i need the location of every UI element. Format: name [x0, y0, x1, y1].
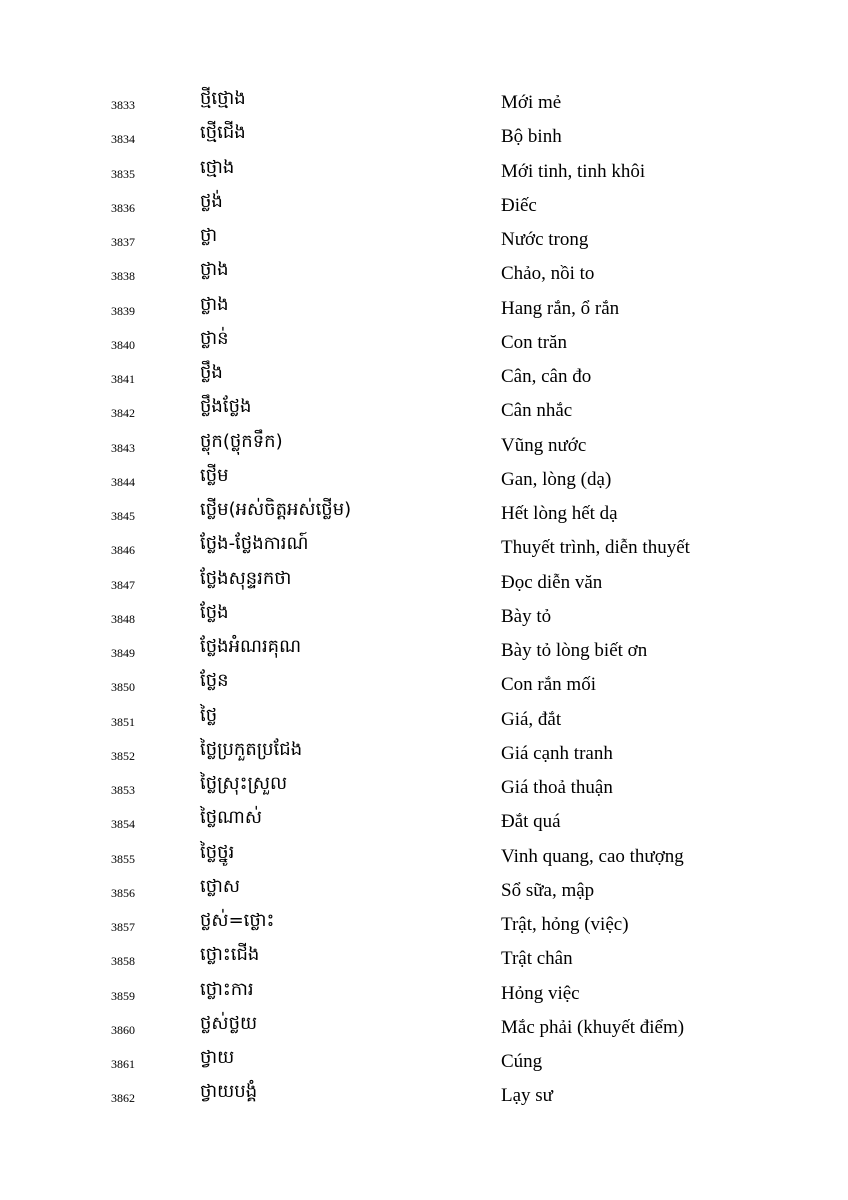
vietnamese-meaning: Mắc phải (khuyết điểm) — [501, 1016, 685, 1038]
vietnamese-meaning: Trật, hỏng (việc) — [501, 914, 629, 935]
khmer-term: ថ្មីថ្មោង — [200, 88, 246, 109]
vietnamese-meaning: Thuyết trình, diễn thuyết — [501, 537, 690, 559]
entry-number: 3835 — [111, 166, 135, 181]
list-item — [0, 86, 848, 120]
khmer-term: ថ្លាន់ — [200, 327, 229, 349]
vietnamese-meaning: Sổ sữa, mập — [501, 879, 595, 901]
khmer-term: ថ្លស់ថ្លយ — [200, 1012, 258, 1034]
vietnamese-meaning: Hỏng việc — [501, 982, 580, 1004]
khmer-term: ថ្លាង — [200, 293, 229, 315]
khmer-term: ថ្លោស — [200, 875, 240, 897]
khmer-term: ថ្លឹង — [200, 362, 223, 383]
entry-number: 3854 — [111, 817, 135, 832]
list-item — [0, 326, 848, 360]
khmer-term: ថ្លស់=ថ្លោះ — [200, 910, 275, 931]
vietnamese-meaning: Điếc — [501, 194, 537, 216]
entry-number: 3834 — [111, 132, 135, 147]
entry-number: 3850 — [111, 680, 135, 695]
list-item — [0, 805, 848, 839]
list-item — [0, 942, 848, 976]
vietnamese-meaning: Đắt quá — [501, 811, 561, 833]
vietnamese-meaning: Giá, đắt — [501, 708, 562, 730]
list-item — [0, 600, 848, 634]
list-item — [0, 1011, 848, 1045]
vietnamese-meaning: Cân nhắc — [501, 400, 573, 422]
entry-number: 3861 — [111, 1057, 135, 1071]
list-item — [0, 292, 848, 326]
khmer-term: ថ្លាង — [200, 259, 229, 281]
vietnamese-meaning: Hang rắn, ổ rắn — [501, 297, 620, 319]
list-item — [0, 223, 848, 257]
list-item — [0, 668, 848, 702]
list-item — [0, 737, 848, 771]
vietnamese-meaning: Mới tinh, tinh khôi — [501, 160, 646, 182]
list-item — [0, 1045, 848, 1079]
vietnamese-meaning: Cân, cân đo — [501, 366, 592, 387]
vietnamese-meaning: Con trăn — [501, 331, 567, 353]
entry-number: 3852 — [111, 748, 135, 763]
khmer-term: ថ្លឹងថ្លែង — [200, 396, 252, 418]
khmer-term: ថ្វាយ — [200, 1047, 235, 1068]
khmer-term: ថ្លើម — [200, 464, 229, 486]
list-item — [0, 463, 848, 497]
list-item — [0, 429, 848, 463]
entry-number: 3851 — [111, 714, 135, 729]
vietnamese-meaning: Bộ binh — [501, 126, 562, 148]
list-item — [0, 703, 848, 737]
khmer-term: ថ្លោះជើង — [200, 944, 260, 966]
vietnamese-meaning: Hết lòng hết dạ — [501, 503, 618, 524]
entry-number: 3860 — [111, 1022, 135, 1037]
vietnamese-meaning: Gan, lòng (dạ) — [501, 468, 612, 490]
vietnamese-meaning: Vũng nước — [501, 434, 587, 456]
khmer-term: ថ្លែងសុន្ទរកថា — [200, 567, 292, 589]
entry-number: 3841 — [111, 372, 135, 386]
khmer-term: ថ្វាយបង្គំ — [200, 1081, 258, 1103]
khmer-term: ថ្លែង — [200, 601, 229, 623]
vietnamese-meaning: Trật chân — [501, 948, 573, 970]
khmer-term: ថ្លា — [200, 225, 218, 246]
vietnamese-meaning: Bày tỏ — [501, 605, 552, 627]
entry-number: 3862 — [111, 1091, 135, 1106]
entry-number: 3843 — [111, 440, 135, 455]
entry-number: 3836 — [111, 200, 135, 215]
entry-number: 3837 — [111, 235, 135, 249]
vietnamese-meaning: Mới mẻ — [501, 92, 562, 113]
khmer-term: ថ្មើជើង — [200, 122, 246, 144]
list-item — [0, 120, 848, 154]
khmer-term: ថ្លៃ — [200, 704, 218, 726]
khmer-term: ថ្លង់ — [200, 190, 223, 212]
list-item — [0, 771, 848, 805]
entry-number: 3857 — [111, 920, 135, 934]
list-item — [0, 360, 848, 394]
entry-list — [0, 86, 848, 1114]
khmer-term: ថ្លៃប្រកួតប្រជែង — [200, 738, 303, 760]
entry-number: 3846 — [111, 543, 135, 558]
khmer-term: ថ្លែងអំណរគុណ — [200, 636, 302, 657]
vietnamese-meaning: Con rắn mối — [501, 674, 596, 696]
vietnamese-meaning: Bày tỏ lòng biết ơn — [501, 640, 648, 661]
vietnamese-meaning: Giá cạnh tranh — [501, 742, 613, 764]
entry-number: 3838 — [111, 269, 135, 284]
list-item — [0, 531, 848, 565]
vietnamese-meaning: Chảo, nồi to — [501, 263, 595, 285]
entry-number: 3859 — [111, 988, 135, 1003]
khmer-term: ថ្លៃថ្នូរ — [200, 841, 235, 863]
entry-number: 3853 — [111, 783, 135, 797]
list-item — [0, 1079, 848, 1113]
vietnamese-meaning: Vinh quang, cao thượng — [501, 845, 684, 867]
entry-number: 3833 — [111, 98, 135, 112]
khmer-term: ថ្មោង — [200, 156, 235, 178]
entry-number: 3839 — [111, 303, 135, 318]
entry-number: 3840 — [111, 337, 135, 352]
list-item — [0, 566, 848, 600]
vietnamese-meaning: Nước trong — [501, 229, 589, 250]
khmer-term: ថ្លៃណាស់ — [200, 807, 262, 829]
entry-number: 3844 — [111, 474, 135, 489]
list-item — [0, 977, 848, 1011]
vietnamese-meaning: Lạy sư — [501, 1085, 553, 1107]
list-item — [0, 189, 848, 223]
list-item — [0, 908, 848, 942]
khmer-term: ថ្លែន — [200, 670, 229, 692]
entry-number: 3849 — [111, 646, 135, 660]
list-item — [0, 874, 848, 908]
list-item — [0, 497, 848, 531]
khmer-term: ថ្លើម(អស់ចិត្តអស់ថ្លើម) — [200, 499, 352, 520]
khmer-term: ថ្លៃស្រុះស្រួល — [200, 773, 288, 794]
entry-number: 3842 — [111, 406, 135, 421]
entry-number: 3855 — [111, 851, 135, 866]
entry-number: 3847 — [111, 577, 135, 592]
list-item — [0, 840, 848, 874]
entry-number: 3858 — [111, 954, 135, 969]
entry-number: 3845 — [111, 509, 135, 523]
list-item — [0, 257, 848, 291]
entry-number: 3856 — [111, 885, 135, 900]
khmer-term: ថ្លោះការ — [200, 978, 254, 1000]
list-item — [0, 634, 848, 668]
list-item — [0, 394, 848, 428]
khmer-term: ថ្លែង-ថ្លែងការណ៍ — [200, 533, 309, 555]
khmer-term: ថ្លុក(ថ្លុកទឹក) — [200, 430, 283, 452]
vietnamese-meaning: Giá thoả thuận — [501, 777, 613, 798]
entry-number: 3848 — [111, 611, 135, 626]
vietnamese-meaning: Đọc diễn văn — [501, 571, 603, 593]
vietnamese-meaning: Cúng — [501, 1051, 543, 1072]
list-item — [0, 155, 848, 189]
